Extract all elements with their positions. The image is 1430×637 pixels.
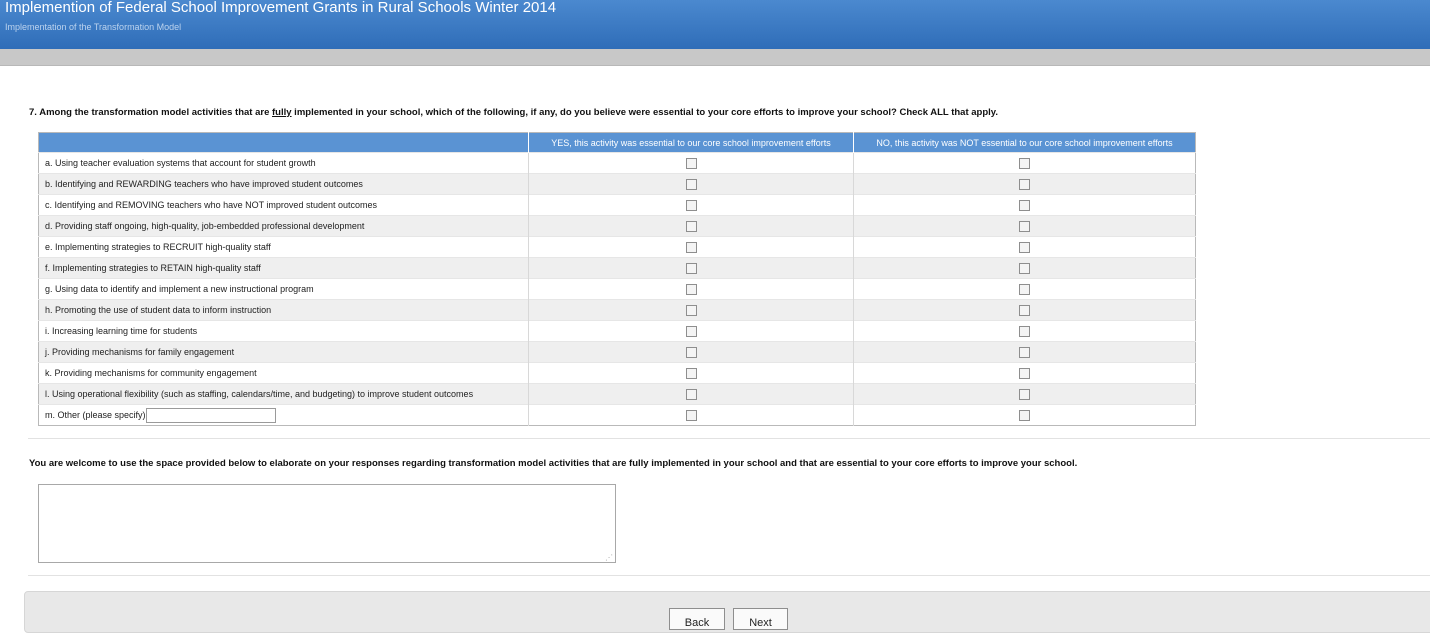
section-divider — [28, 575, 1430, 576]
survey-title: Implemention of Federal School Improvement Grants in Rural Schools Winter 2014 — [5, 0, 557, 16]
table-row — [39, 321, 1196, 342]
row-label: g. Using data to identify and implement a new instructional program — [39, 279, 529, 300]
other-specify-input[interactable] — [146, 408, 276, 423]
yes-checkbox[interactable] — [686, 284, 697, 295]
yes-checkbox[interactable] — [686, 410, 697, 421]
yes-checkbox[interactable] — [686, 158, 697, 169]
no-checkbox[interactable] — [1019, 200, 1030, 211]
yes-checkbox[interactable] — [686, 326, 697, 337]
no-checkbox[interactable] — [1019, 284, 1030, 295]
question-text — [29, 107, 998, 118]
no-checkbox[interactable] — [1019, 179, 1030, 190]
no-checkbox[interactable] — [1019, 410, 1030, 421]
next-button[interactable]: Next — [733, 608, 788, 630]
table-row — [39, 405, 1196, 426]
row-label: l. Using operational flexibility (such as staffing, calendars/time, and budgeting) to improve student outcomes — [39, 384, 529, 405]
table-row — [39, 174, 1196, 195]
table-row — [39, 216, 1196, 237]
yes-checkbox[interactable] — [686, 368, 697, 379]
section-divider — [28, 438, 1430, 439]
page-subtitle: Implementation of the Transformation Model — [5, 22, 182, 32]
question-suffix: implemented in your school, which of the following, if any, do you believe were essential to your core efforts to improve your school? Check ALL that apply. — [291, 107, 999, 118]
row-label: d. Providing staff ongoing, high-quality, job-embedded professional development — [39, 216, 529, 237]
table-row — [39, 153, 1196, 174]
question-emphasis: fully — [272, 107, 292, 118]
row-label: j. Providing mechanisms for family engagement — [39, 342, 529, 363]
table-row — [39, 300, 1196, 321]
no-checkbox[interactable] — [1019, 158, 1030, 169]
row-label: k. Providing mechanisms for community engagement — [39, 363, 529, 384]
question-prefix: 7. Among the transformation model activities that are — [29, 107, 273, 118]
no-checkbox[interactable] — [1019, 389, 1030, 400]
yes-checkbox[interactable] — [686, 263, 697, 274]
activity-matrix — [38, 132, 1196, 426]
matrix-header-row — [39, 133, 1196, 153]
table-row — [39, 258, 1196, 279]
table-row — [39, 342, 1196, 363]
no-checkbox[interactable] — [1019, 263, 1030, 274]
table-row — [39, 195, 1196, 216]
row-label: c. Identifying and REMOVING teachers who have NOT improved student outcomes — [39, 195, 529, 216]
matrix-header-blank — [39, 133, 529, 153]
table-row — [39, 363, 1196, 384]
elaborate-prompt: You are welcome to use the space provided below to elaborate on your responses regarding transformation model activities that are fully implemented in your school and that are essential to your core efforts to improve your school. — [29, 458, 1078, 469]
yes-checkbox[interactable] — [686, 200, 697, 211]
no-checkbox[interactable] — [1019, 305, 1030, 316]
table-row — [39, 279, 1196, 300]
header-divider-bar — [0, 49, 1430, 66]
row-label: e. Implementing strategies to RECRUIT high-quality staff — [39, 237, 529, 258]
column-header-no: NO, this activity was NOT essential to our core school improvement efforts — [854, 133, 1196, 153]
no-checkbox[interactable] — [1019, 326, 1030, 337]
row-label: i. Increasing learning time for students — [39, 321, 529, 342]
navigation-footer — [24, 591, 1430, 633]
row-label: m. Other (please specify) — [45, 409, 146, 420]
no-checkbox[interactable] — [1019, 368, 1030, 379]
yes-checkbox[interactable] — [686, 242, 697, 253]
table-row — [39, 384, 1196, 405]
row-label: h. Promoting the use of student data to inform instruction — [39, 300, 529, 321]
no-checkbox[interactable] — [1019, 347, 1030, 358]
yes-checkbox[interactable] — [686, 305, 697, 316]
no-checkbox[interactable] — [1019, 242, 1030, 253]
column-header-yes: YES, this activity was essential to our core school improvement efforts — [529, 133, 854, 153]
resize-grip-icon[interactable]: ⋰ — [605, 553, 613, 562]
yes-checkbox[interactable] — [686, 347, 697, 358]
row-label: a. Using teacher evaluation systems that account for student growth — [39, 153, 529, 174]
row-label: b. Identifying and REWARDING teachers who have improved student outcomes — [39, 174, 529, 195]
table-row — [39, 237, 1196, 258]
yes-checkbox[interactable] — [686, 179, 697, 190]
survey-header — [0, 0, 1430, 50]
elaborate-textarea[interactable] — [38, 484, 616, 563]
no-checkbox[interactable] — [1019, 221, 1030, 232]
yes-checkbox[interactable] — [686, 389, 697, 400]
back-button[interactable]: Back — [669, 608, 725, 630]
yes-checkbox[interactable] — [686, 221, 697, 232]
row-label: f. Implementing strategies to RETAIN high-quality staff — [39, 258, 529, 279]
